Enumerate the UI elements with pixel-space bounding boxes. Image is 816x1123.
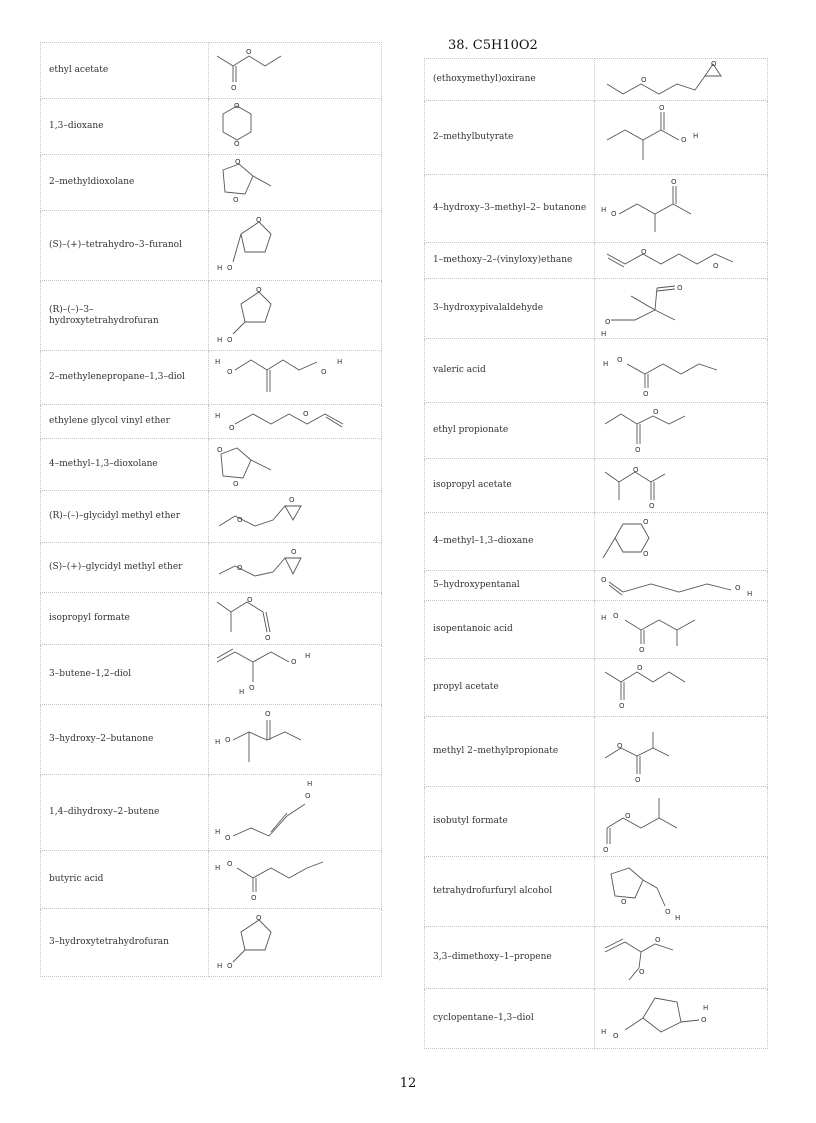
svg-text:O: O: [234, 139, 240, 148]
svg-text:O: O: [671, 177, 677, 186]
table-row: [41, 405, 382, 439]
svg-text:O: O: [256, 215, 262, 224]
svg-text:O: O: [227, 961, 233, 970]
svg-text:O: O: [251, 893, 257, 902]
table-row: [425, 857, 768, 927]
svg-text:H: H: [217, 335, 223, 344]
svg-text:O: O: [256, 285, 262, 294]
svg-text:O: O: [237, 563, 243, 572]
svg-text:O: O: [659, 103, 665, 112]
svg-text:O: O: [256, 913, 262, 922]
structure-drawing: [595, 59, 768, 101]
svg-text:O: O: [677, 283, 683, 292]
compound-name: 2–methylbutyrate: [425, 101, 595, 175]
table-row: [425, 601, 768, 659]
right-compound-table: [424, 58, 768, 1049]
svg-text:H: H: [215, 827, 221, 836]
svg-text:O: O: [643, 389, 649, 398]
svg-text:O: O: [643, 517, 649, 526]
compound-name: (R)–(–)–3– hydroxytetrahydrofuran: [41, 281, 209, 351]
svg-text:O: O: [227, 367, 233, 376]
structure-drawing: [595, 601, 768, 659]
structure-drawing: [595, 989, 768, 1049]
svg-text:O: O: [637, 663, 643, 672]
compound-name: 3–butene–1,2–diol: [41, 645, 209, 705]
structure-drawing: [209, 405, 382, 439]
svg-text:O: O: [633, 465, 639, 474]
svg-text:O: O: [291, 657, 297, 666]
section-title: 38. C5H10O2: [448, 38, 538, 53]
structure-drawing: [595, 717, 768, 787]
svg-text:H: H: [601, 329, 607, 338]
svg-text:O: O: [681, 135, 687, 144]
compound-name: 1,3–dioxane: [41, 99, 209, 155]
compound-name: 3–hydroxy–2–butanone: [41, 705, 209, 775]
compound-name: 3–hydroxypivalaldehyde: [425, 279, 595, 339]
compound-name: 2–methyldioxolane: [41, 155, 209, 211]
svg-text:O: O: [601, 575, 607, 584]
svg-text:O: O: [641, 75, 647, 84]
structure-drawing: [209, 593, 382, 645]
table-row: [425, 101, 768, 175]
structure-drawing: [595, 339, 768, 403]
compound-name: 2–methylenepropane–1,3–diol: [41, 351, 209, 405]
svg-text:H: H: [675, 913, 681, 922]
structure-drawing: [209, 211, 382, 281]
compound-name: cyclopentane–1,3–diol: [425, 989, 595, 1049]
svg-text:O: O: [227, 859, 233, 868]
compound-name: tetrahydrofurfuryl alcohol: [425, 857, 595, 927]
svg-text:O: O: [619, 701, 625, 710]
table-row: [41, 351, 382, 405]
table-row: [41, 593, 382, 645]
svg-text:H: H: [239, 687, 245, 696]
svg-text:H: H: [601, 613, 607, 622]
table-row: [41, 705, 382, 775]
compound-name: 5–hydroxypentanal: [425, 571, 595, 601]
structure-drawing: [209, 351, 382, 405]
svg-text:O: O: [233, 195, 239, 204]
structure-drawing: [209, 281, 382, 351]
svg-text:O: O: [235, 157, 241, 166]
structure-drawing: [595, 403, 768, 459]
structure-drawing: [595, 279, 768, 339]
svg-text:O: O: [655, 935, 661, 944]
svg-text:H: H: [747, 589, 753, 598]
svg-text:H: H: [215, 737, 221, 746]
svg-text:H: H: [601, 205, 607, 214]
structure-drawing: [209, 775, 382, 851]
svg-text:O: O: [617, 741, 623, 750]
svg-text:O: O: [305, 791, 311, 800]
structure-drawing: [209, 439, 382, 491]
structure-drawing: [595, 513, 768, 571]
svg-text:O: O: [641, 247, 647, 256]
svg-text:O: O: [265, 709, 271, 718]
compound-name: (ethoxymethyl)oxirane: [425, 59, 595, 101]
structure-drawing: [595, 243, 768, 279]
compound-name: methyl 2–methylpropionate: [425, 717, 595, 787]
compound-name: valeric acid: [425, 339, 595, 403]
table-row: [425, 279, 768, 339]
compound-name: butyric acid: [41, 851, 209, 909]
svg-text:H: H: [215, 357, 221, 366]
structure-drawing: [595, 857, 768, 927]
svg-text:H: H: [217, 961, 223, 970]
compound-name: isopropyl acetate: [425, 459, 595, 513]
table-row: [425, 927, 768, 989]
svg-text:H: H: [337, 357, 343, 366]
compound-name: isobutyl formate: [425, 787, 595, 857]
table-row: [425, 59, 768, 101]
compound-name: 4–methyl–1,3–dioxane: [425, 513, 595, 571]
svg-text:H: H: [603, 359, 609, 368]
table-row: [41, 775, 382, 851]
svg-text:O: O: [649, 501, 655, 510]
compound-name: isopropyl formate: [41, 593, 209, 645]
svg-text:O: O: [229, 423, 235, 432]
table-row: [425, 403, 768, 459]
compound-name: 3,3–dimethoxy–1–propene: [425, 927, 595, 989]
compound-name: (S)–(+)–tetrahydro–3–furanol: [41, 211, 209, 281]
svg-text:H: H: [307, 779, 313, 788]
svg-text:O: O: [643, 549, 649, 558]
structure-drawing: [209, 909, 382, 977]
svg-text:O: O: [617, 355, 623, 364]
svg-text:O: O: [321, 367, 327, 376]
svg-text:O: O: [227, 335, 233, 344]
structure-drawing: [209, 43, 382, 99]
svg-text:O: O: [227, 263, 233, 272]
structure-drawing: [595, 571, 768, 601]
table-row: [41, 99, 382, 155]
table-row: [41, 439, 382, 491]
svg-text:H: H: [703, 1003, 709, 1012]
structure-drawing: [209, 645, 382, 705]
svg-text:O: O: [246, 47, 252, 56]
table-row: [425, 175, 768, 243]
svg-text:O: O: [225, 833, 231, 842]
table-row: [425, 989, 768, 1049]
svg-text:O: O: [653, 407, 659, 416]
svg-text:O: O: [249, 683, 255, 692]
structure-drawing: [209, 491, 382, 543]
left-compound-table: [40, 42, 382, 977]
table-row: [41, 909, 382, 977]
structure-drawing: [209, 543, 382, 593]
table-row: [425, 513, 768, 571]
table-row: [425, 243, 768, 279]
compound-name: 1–methoxy–2–(vinyloxy)ethane: [425, 243, 595, 279]
table-row: [41, 851, 382, 909]
table-row: [41, 645, 382, 705]
compound-name: ethylene glycol vinyl ether: [41, 405, 209, 439]
table-row: [41, 211, 382, 281]
structure-drawing: [595, 787, 768, 857]
svg-text:O: O: [233, 479, 239, 488]
svg-text:O: O: [289, 495, 295, 504]
svg-text:O: O: [605, 317, 611, 326]
svg-text:O: O: [621, 897, 627, 906]
compound-name: (S)–(+)–glycidyl methyl ether: [41, 543, 209, 593]
svg-text:H: H: [217, 263, 223, 272]
compound-name: isopentanoic acid: [425, 601, 595, 659]
structure-drawing: [595, 101, 768, 175]
compound-name: propyl acetate: [425, 659, 595, 717]
table-row: [425, 339, 768, 403]
structure-drawing: [595, 927, 768, 989]
svg-text:O: O: [303, 409, 309, 418]
table-row: [425, 787, 768, 857]
svg-text:O: O: [639, 645, 645, 654]
svg-text:O: O: [701, 1015, 707, 1024]
svg-text:O: O: [247, 595, 253, 604]
table-row: [425, 459, 768, 513]
structure-drawing: [209, 705, 382, 775]
table-row: [41, 43, 382, 99]
table-row: [425, 717, 768, 787]
svg-text:O: O: [613, 1031, 619, 1040]
table-row: [41, 491, 382, 543]
structure-drawing: [595, 459, 768, 513]
svg-text:H: H: [305, 651, 311, 660]
svg-text:O: O: [217, 445, 223, 454]
structure-drawing: [209, 155, 382, 211]
svg-text:O: O: [735, 583, 741, 592]
svg-text:O: O: [603, 845, 609, 854]
table-row: [425, 659, 768, 717]
structure-drawing: [209, 99, 382, 155]
svg-text:O: O: [635, 445, 641, 454]
table-row: [425, 571, 768, 601]
table-row: [41, 543, 382, 593]
svg-text:O: O: [635, 775, 641, 784]
structure-drawing: [595, 659, 768, 717]
svg-text:O: O: [713, 261, 719, 270]
svg-text:O: O: [665, 907, 671, 916]
svg-text:H: H: [601, 1027, 607, 1036]
compound-name: 4–methyl–1,3–dioxolane: [41, 439, 209, 491]
svg-text:O: O: [639, 967, 645, 976]
svg-text:H: H: [215, 411, 221, 420]
compound-name: (R)–(–)–glycidyl methyl ether: [41, 491, 209, 543]
compound-name: 1,4–dihydroxy–2–butene: [41, 775, 209, 851]
svg-text:O: O: [625, 811, 631, 820]
svg-text:O: O: [231, 83, 237, 92]
svg-text:O: O: [611, 209, 617, 218]
table-row: [41, 281, 382, 351]
table-row: [41, 155, 382, 211]
structure-drawing: [209, 851, 382, 909]
compound-name: ethyl acetate: [41, 43, 209, 99]
svg-text:O: O: [237, 515, 243, 524]
page-number: 12: [399, 1076, 417, 1091]
svg-text:O: O: [613, 611, 619, 620]
structure-drawing: [595, 175, 768, 243]
svg-text:O: O: [265, 633, 271, 642]
svg-text:H: H: [215, 863, 221, 872]
compound-name: ethyl propionate: [425, 403, 595, 459]
svg-text:O: O: [711, 59, 717, 68]
compound-name: 4–hydroxy–3–methyl–2– butanone: [425, 175, 595, 243]
svg-text:O: O: [234, 101, 240, 110]
svg-text:O: O: [291, 547, 297, 556]
svg-text:O: O: [225, 735, 231, 744]
svg-text:H: H: [693, 131, 699, 140]
compound-name: 3–hydroxytetrahydrofuran: [41, 909, 209, 977]
